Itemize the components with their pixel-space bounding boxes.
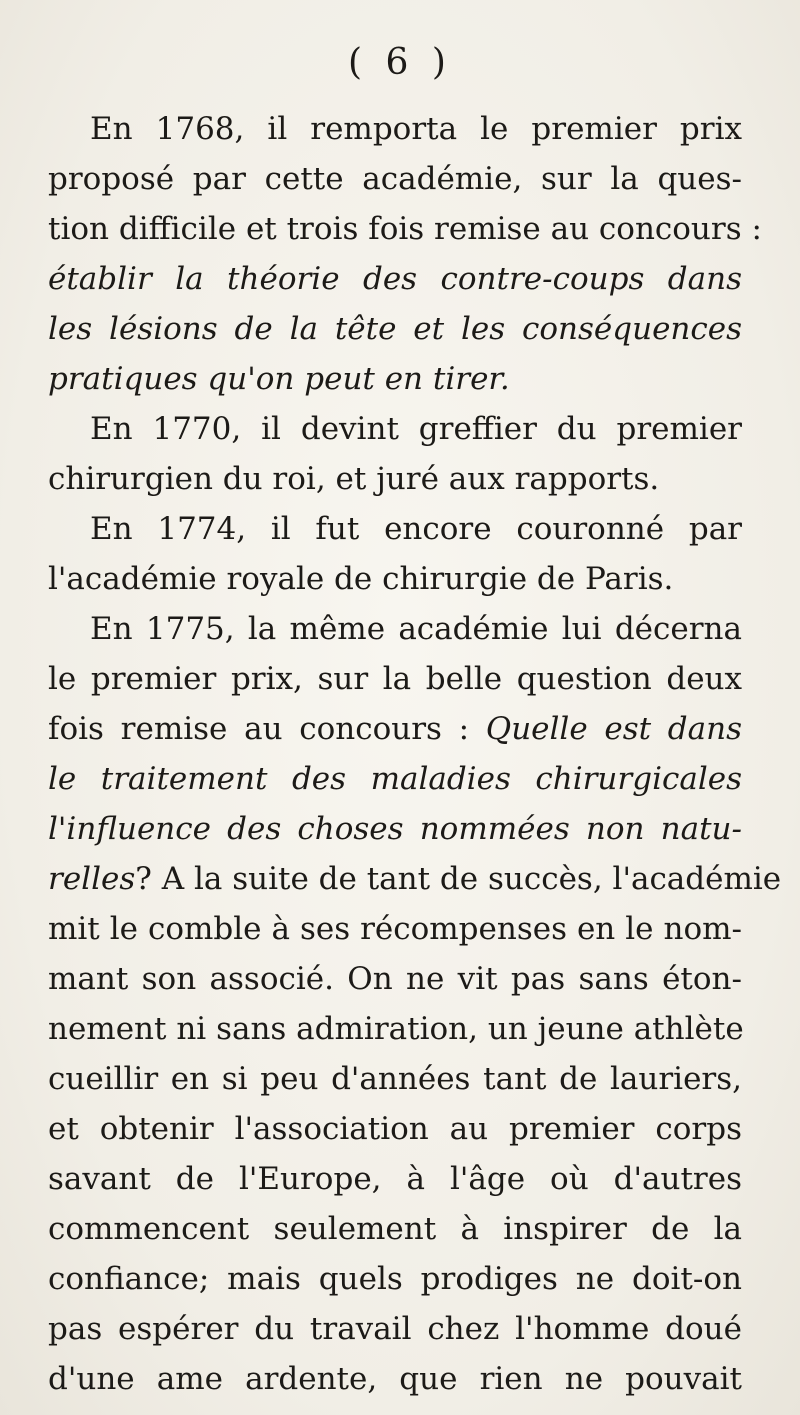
text-line: mit le comble à ses récompenses en le nom- — [48, 911, 742, 947]
text-line-italic: établir la théorie des contre-coups dans — [48, 261, 742, 297]
text-line-mixed — [48, 854, 782, 904]
text-line: et obtenir l'association au premier corps — [48, 1111, 742, 1147]
text-line: savant de l'Europe, à l'âge où d'autres — [48, 1161, 742, 1197]
text-segment-italic: relles — [48, 861, 136, 897]
text-segment: fois remise au concours : — [48, 711, 486, 747]
text-line: l'académie royale de chirurgie de Paris. — [48, 561, 674, 597]
text-line-italic: pratiques qu'on peut en tirer. — [48, 361, 510, 397]
text-line: proposé par cette académie, sur la ques- — [48, 161, 742, 197]
text-line: le premier prix, sur la belle question deux — [48, 661, 742, 697]
page-number: ( 6 ) — [348, 42, 452, 83]
text-line: En 1770, il devint greffier du premier — [90, 411, 742, 447]
text-line-italic: l'influence des choses nommées non natu- — [48, 811, 742, 847]
text-line: commencent seulement à inspirer de la — [48, 1211, 742, 1247]
text-line: chirurgien du roi, et juré aux rapports. — [48, 461, 660, 497]
text-line: En 1774, il fut encore couronné par — [90, 511, 742, 547]
text-line-italic: le traitement des maladies chirurgicales — [48, 761, 742, 797]
text-line-mixed — [48, 704, 742, 754]
text-line: En 1775, la même académie lui décerna — [90, 611, 742, 647]
text-line: confiance; mais quels prodiges ne doit-on — [48, 1261, 742, 1297]
text-line: En 1768, il remporta le premier prix — [90, 111, 742, 147]
text-segment-italic: Quelle est dans — [485, 711, 742, 747]
text-line: mant son associé. On ne vit pas sans éton- — [48, 961, 742, 997]
text-line: d'une ame ardente, que rien ne pouvait — [48, 1361, 742, 1397]
text-line: cueillir en si peu d'années tant de lauriers, — [48, 1061, 742, 1097]
text-segment: ? A la suite de tant de succès, l'académie — [135, 861, 782, 897]
text-line: pas espérer du travail chez l'homme doué — [48, 1311, 742, 1347]
text-line: nement ni sans admiration, un jeune athlète — [48, 1011, 744, 1047]
text-line-italic: les lésions de la tête et les conséquences — [48, 311, 742, 347]
text-line: tion difficile et trois fois remise au concours : — [48, 211, 762, 247]
